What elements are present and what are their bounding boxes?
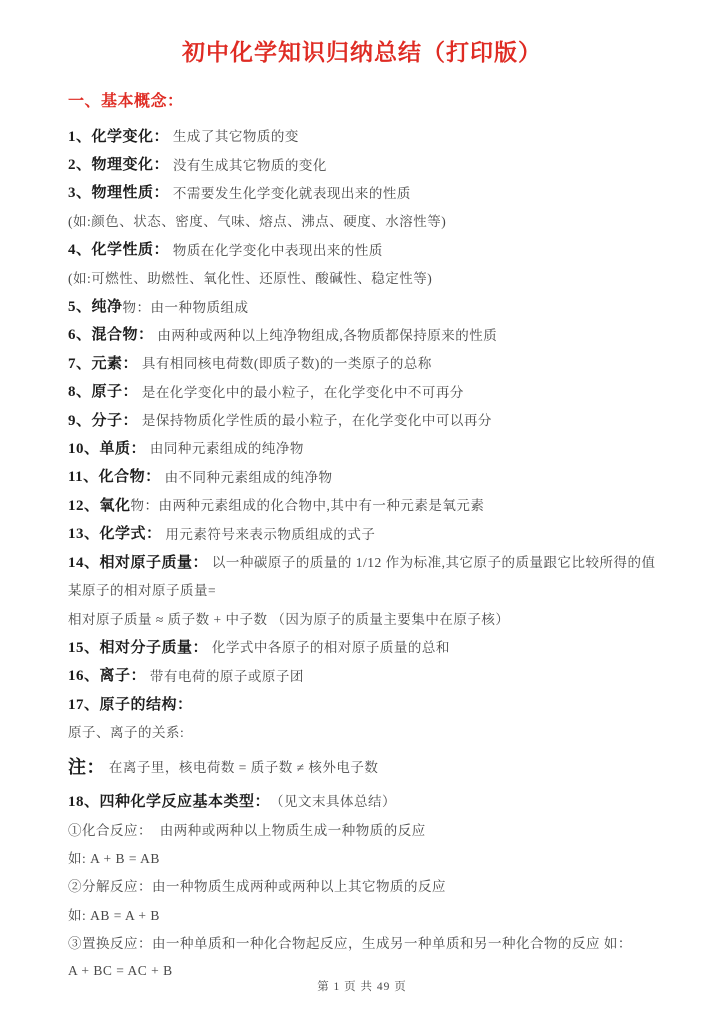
content-line <box>68 752 694 780</box>
line-text: 用元素符号来表示物质组成的式子 <box>161 526 376 542</box>
line-label: 4、化学性质： <box>68 242 170 259</box>
content-line <box>68 843 694 871</box>
content-line <box>68 689 694 717</box>
content-line <box>68 121 694 149</box>
line-text: 在离子里，核电荷数 = 质子数 ≠ 核外电子数 <box>105 759 379 775</box>
line-label: 9、分子： <box>68 412 139 429</box>
line-label: 6、混合物： <box>68 327 154 344</box>
line-text: 由两种或两种以上纯净物组成,各物质都保持原来的性质 <box>153 327 498 343</box>
section-heading: 一、基本概念： <box>68 93 184 110</box>
line-label: 14、相对原子质量： <box>68 554 209 571</box>
line-text: ①化合反应： 由两种或两种以上物质生成一种物质的反应 <box>68 822 426 838</box>
line-label: 7、元素： <box>68 355 139 372</box>
line-text: 化学式中各原子的相对原子质量的总和 <box>208 640 450 656</box>
content-line <box>68 348 694 376</box>
content-line <box>68 928 694 956</box>
line-label: 11、化合物： <box>68 469 161 486</box>
content-line <box>68 660 694 688</box>
line-label: 2、物理变化： <box>68 157 170 174</box>
line-text: 相对原子质量 ≈ 质子数 + 中子数 （因为原子的质量主要集中在原子核） <box>68 611 510 627</box>
content-line <box>68 433 694 461</box>
line-text: 某原子的相对原子质量= <box>68 583 217 599</box>
content-line <box>68 490 694 518</box>
line-text: 原子、离子的关系: <box>68 725 185 741</box>
content-line <box>68 632 694 660</box>
content-line <box>68 377 694 405</box>
line-label: 17、原子的结构： <box>68 696 193 713</box>
line-label: 10、单质： <box>68 440 147 457</box>
line-label: 13、化学式： <box>68 526 162 543</box>
line-label: 15、相对分子质量： <box>68 639 209 656</box>
line-text: 生成了其它物质的变 <box>169 129 299 145</box>
content-line <box>68 206 694 234</box>
content-line <box>68 717 694 745</box>
page-number-footer: 第 1 页 共 49 页 <box>317 981 407 993</box>
line-text: 以一种碳原子的质量的 1/12 作为标准,其它原子的质量跟它比较所得的值 <box>208 555 656 571</box>
content-line <box>68 263 694 291</box>
line-text: 是保持物质化学性质的最小粒子，在化学变化中可以再分 <box>138 413 492 429</box>
line-text: 不需要发生化学变化就表现出来的性质 <box>169 185 411 201</box>
line-text: 如: AB = A + B <box>68 907 160 923</box>
line-label: 8、原子： <box>68 384 139 401</box>
line-text: 物：由一种物质组成 <box>122 299 249 315</box>
line-label: 12、氧化 <box>68 497 131 514</box>
line-text: 由同种元素组成的纯净物 <box>146 441 304 457</box>
line-text: ②分解反应：由一种物质生成两种或两种以上其它物质的反应 <box>68 879 446 895</box>
line-text: A + BC = AC + B <box>68 962 173 978</box>
content-line <box>68 786 694 814</box>
document-title: 初中化学知识归纳总结（打印版） <box>182 40 542 65</box>
content-line <box>68 604 694 632</box>
line-label: 1、化学变化： <box>68 128 170 145</box>
content-line <box>68 547 694 575</box>
line-label: 16、离子： <box>68 668 147 685</box>
line-text: 带有电荷的原子或原子团 <box>146 668 304 684</box>
line-text: 物质在化学变化中表现出来的性质 <box>169 242 383 258</box>
line-text: 物：由两种元素组成的化合物中,其中有一种元素是氧元素 <box>130 498 485 514</box>
content-line <box>68 320 694 348</box>
line-label: 18、四种化学反应基本类型： <box>68 793 271 810</box>
line-text: ③置换反应：由一种单质和一种化合物起反应，生成另一种单质和另一种化合物的反应 如： <box>68 936 632 952</box>
line-label: 3、物理性质： <box>68 185 170 202</box>
line-text: 由不同种元素组成的纯净物 <box>160 469 333 485</box>
line-label: 注： <box>68 756 105 777</box>
content-line <box>68 235 694 263</box>
content-line <box>68 871 694 899</box>
content-line <box>68 900 694 928</box>
content-line <box>68 814 694 842</box>
line-text: 是在化学变化中的最小粒子，在化学变化中不可再分 <box>138 384 464 400</box>
content-line <box>68 575 694 603</box>
line-text: (如:可燃性、助燃性、氧化性、还原性、酸碱性、稳定性等) <box>68 271 433 287</box>
content-line <box>68 518 694 546</box>
content-lines <box>68 121 694 985</box>
content-line <box>68 462 694 490</box>
line-text: 如: A + B = AB <box>68 850 160 866</box>
line-text: （见文末具体总结） <box>270 794 397 810</box>
content-line <box>68 291 694 319</box>
line-text: 具有相同核电荷数(即质子数)的一类原子的总称 <box>138 356 432 372</box>
line-text: (如:颜色、状态、密度、气味、熔点、沸点、硬度、水溶性等) <box>68 214 447 230</box>
line-label: 5、纯净 <box>68 299 123 316</box>
content-line <box>68 149 694 177</box>
content-line <box>68 405 694 433</box>
line-text: 没有生成其它物质的变化 <box>169 157 327 173</box>
content-line <box>68 178 694 206</box>
